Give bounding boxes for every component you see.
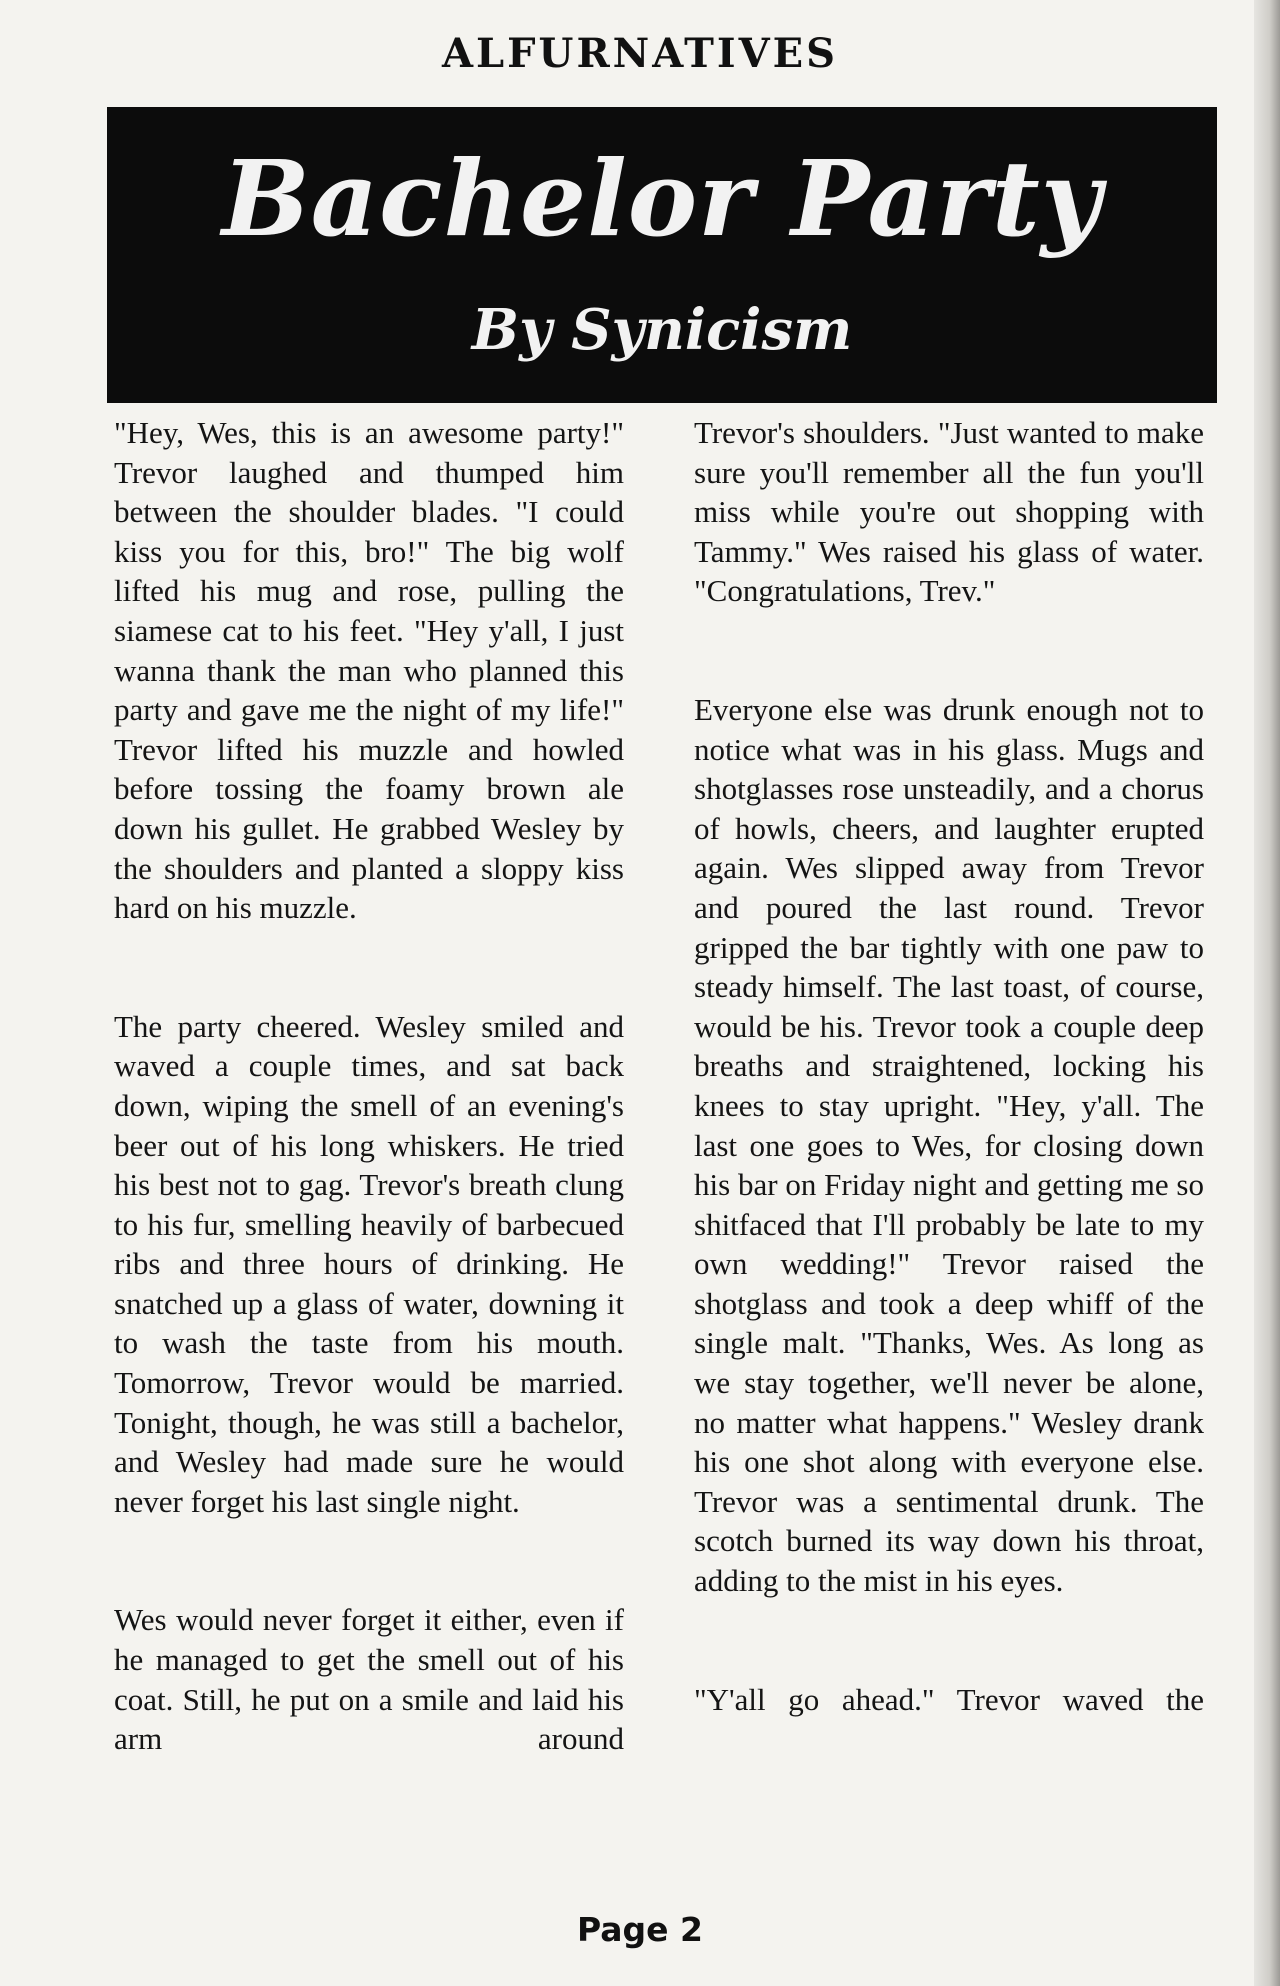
paragraph: "Hey, Wes, this is an awesome party!" Trevor laughed and thumped him between the shoulder blades. "I could kiss you for this, bro!" The big wolf lifted his mug and rose, pulling the siamese cat to his feet. "Hey y'all, I just wanna thank the man who planned this party and gave me the night of my life!" Trevor lifted his muzzle and howled before tossing the foamy brown ale down his gullet. He grabbed Wesley by the shoulders and planted a sloppy kiss hard on his muzzle. (114, 415, 624, 926)
left-column (114, 413, 624, 1838)
paragraph: The party cheered. Wesley smiled and waved a couple times, and sat back down, wiping the smell of an evening's beer out of his long whiskers. He tried his best not to gag. Trevor's breath clung to his fur, smelling heavily of barbecued ribs and three hours of drinking. He snatched up a glass of water, downing it to wash the taste from his mouth. Tomorrow, Trevor would be married. Tonight, though, he was still a bachelor, and Wesley had made sure he would never forget his last single night. (114, 1008, 624, 1519)
title-banner (107, 107, 1217, 403)
magazine-title: ALFURNATIVES (442, 30, 838, 77)
paragraph: Wes would never forget it either, even if he managed to get the smell out of his coat. Still, he put on a smile and laid his arm around (114, 1602, 624, 1757)
story-byline: By Synicism (471, 297, 853, 363)
page-edge (1254, 0, 1280, 1986)
right-column (694, 413, 1204, 1798)
paragraph: "Y'all go ahead." Trevor waved the (694, 1681, 1204, 1717)
page-number: Page 2 (576, 1910, 704, 1949)
paragraph: Everyone else was drunk enough not to notice what was in his glass. Mugs and shotglasses rose unsteadily, and a chorus of howls, cheers, and laughter erupted again. Wes slipped away from Trevor and poured the last round. Trevor gripped the bar tightly with one paw to steady himself. The last toast, of course, would be his. Trevor took a couple deep breaths and straightened, locking his knees to stay upright. "Hey, y'all. The last one goes to Wes, for closing down his bar on Friday night and getting me so shitfaced that I'll probably be late to my own wedding!" Trevor raised the shotglass and took a deep whiff of the single malt. "Thanks, Wes. As long as we stay together, we'll never be alone, no matter what happens." Wesley drank his one shot along with everyone else. Trevor was a sentimental drunk. The scotch burned its way down his throat, adding to the mist in his eyes. (694, 691, 1204, 1599)
story-title: Bachelor Party (221, 137, 1103, 260)
paragraph: Trevor's shoulders. "Just wanted to make sure you'll remember all the fun you'll miss while you're out shopping with Tammy." Wes raised his glass of water. "Congratulations, Trev." (694, 415, 1204, 609)
